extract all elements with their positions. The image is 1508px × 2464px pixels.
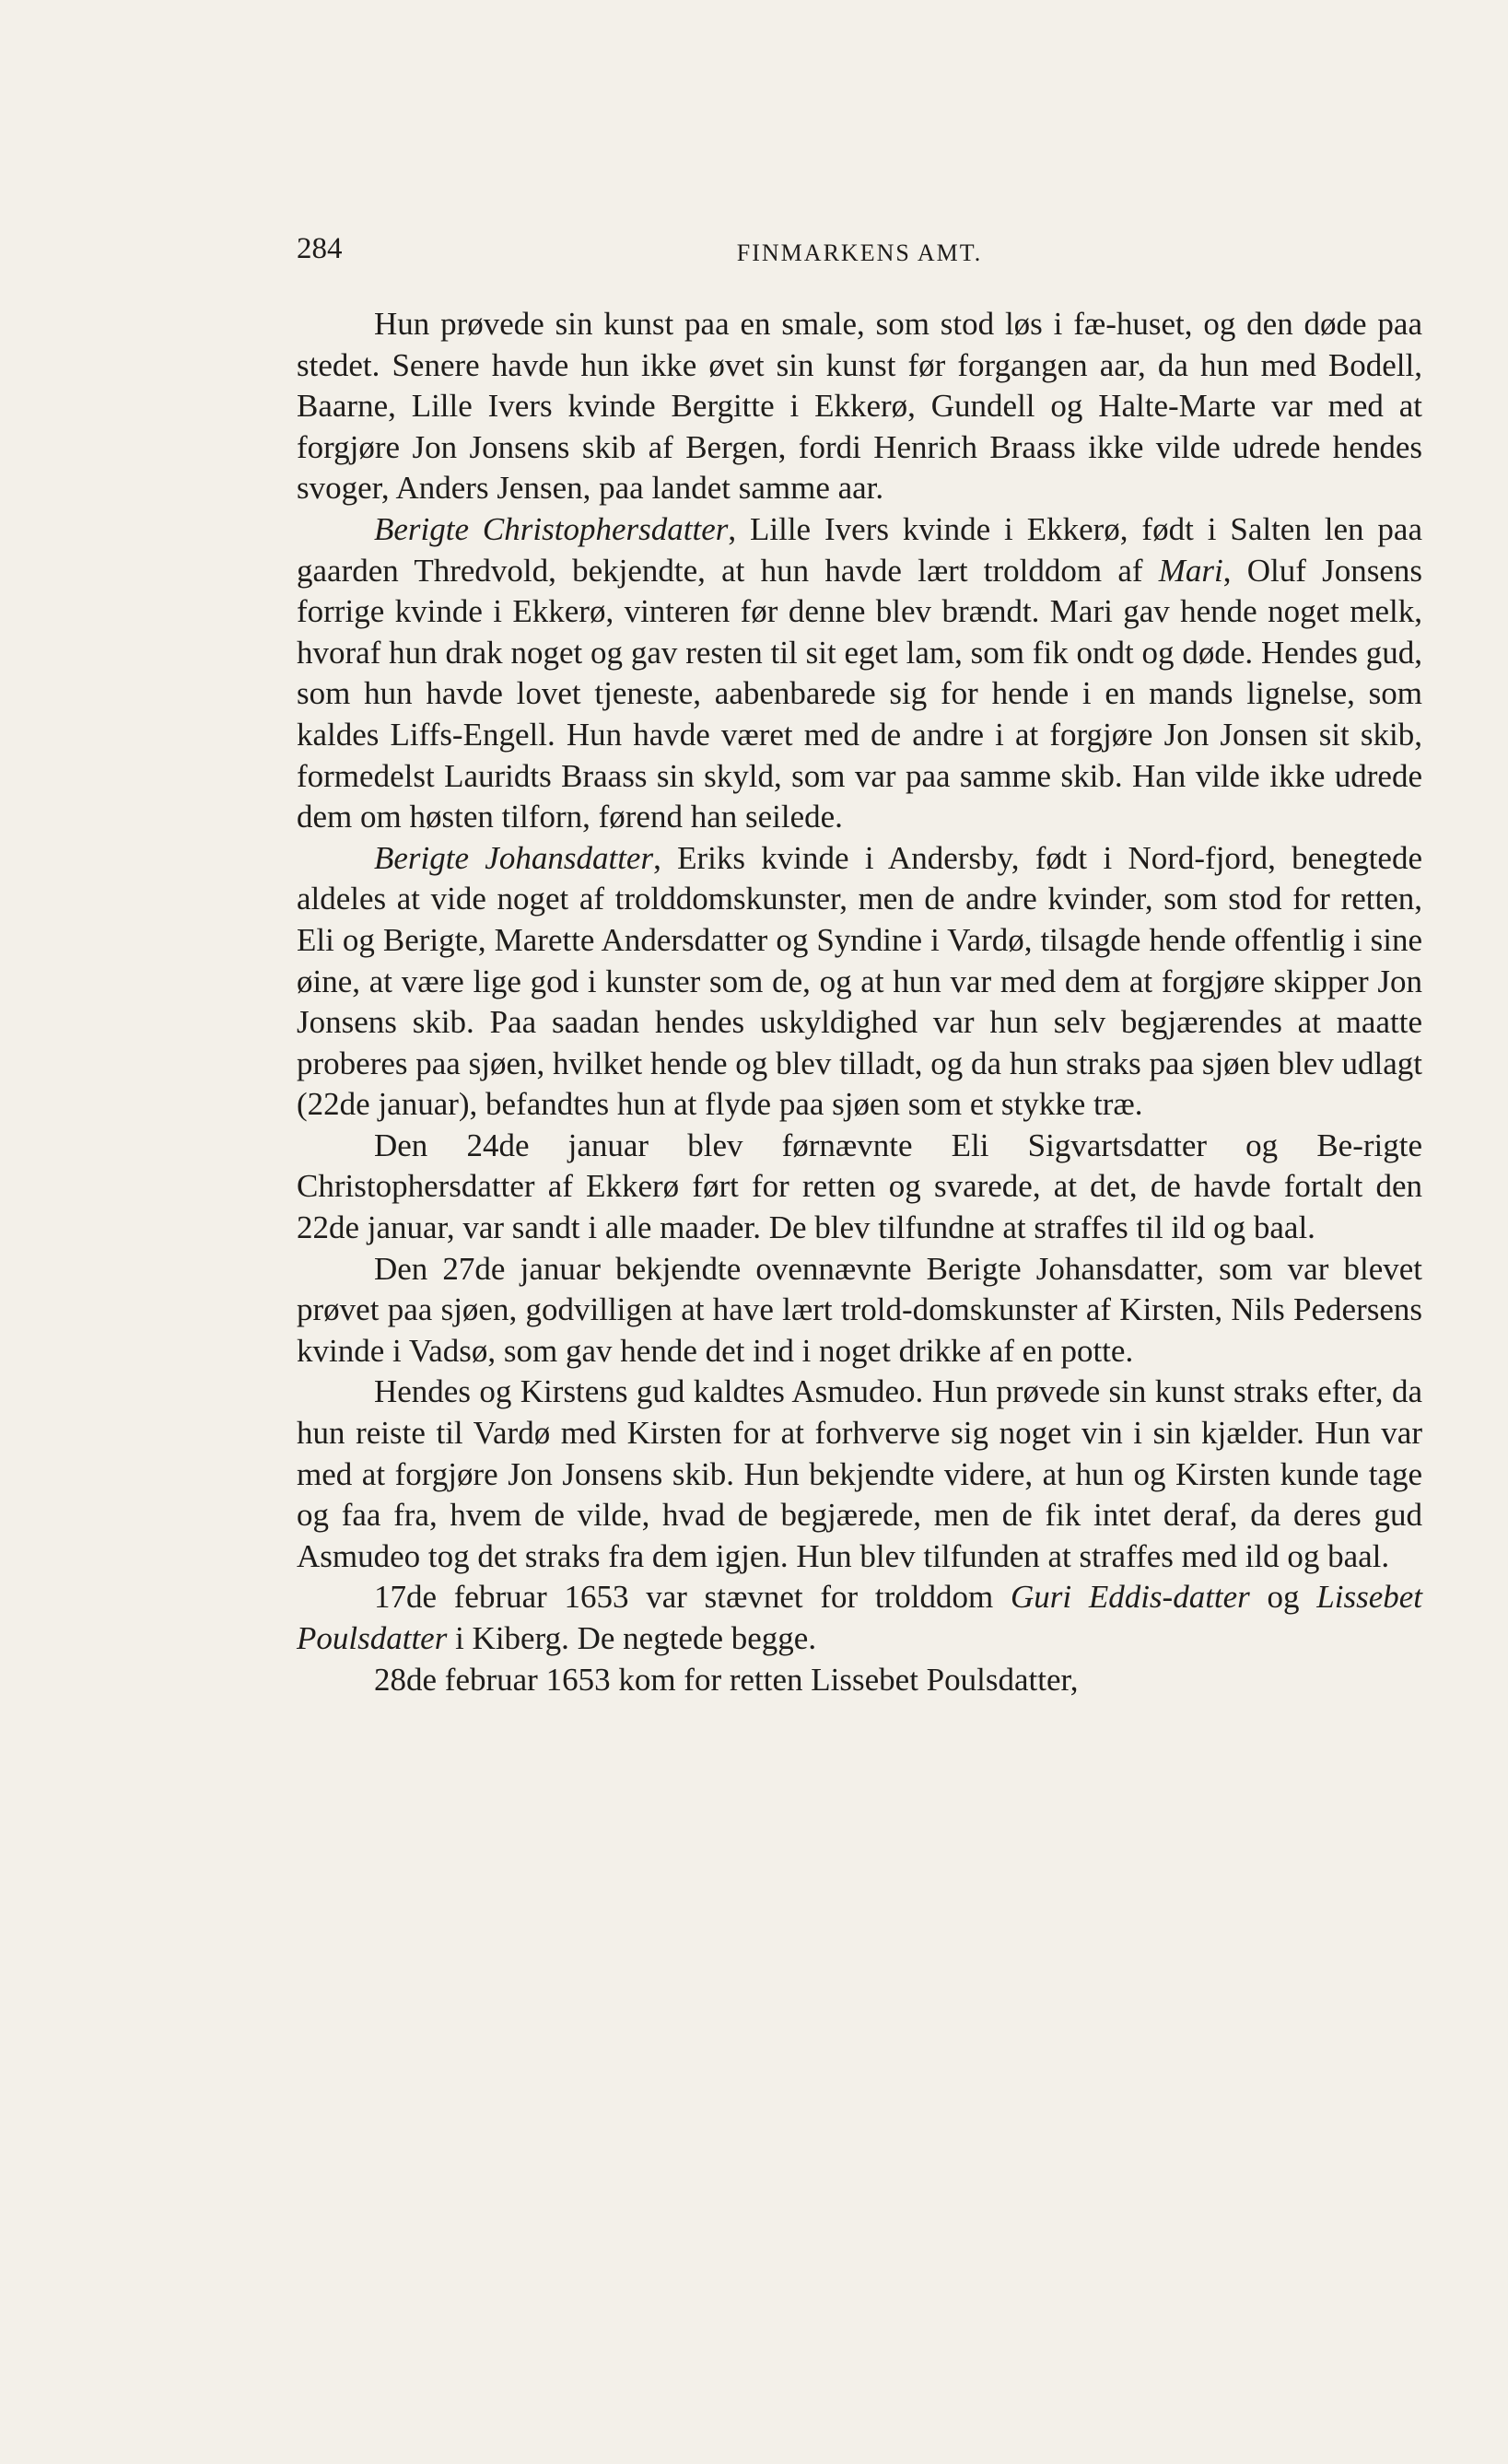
italic-name: Guri Eddis-datter [1010,1579,1250,1616]
running-head: FINMARKENS AMT. [736,239,983,266]
paragraph [297,1372,1422,1577]
text-run: Den 24de januar blev førnævnte Eli Sigvartsdatter og Be-rigte Christophersdatter af Ekkerø ført for retten og svarede, at det, de havde fortalt den 22de januar, var sandt i alle maader. De blev tilfundne at straffes til ild og baal. [297,1127,1422,1246]
italic-name: Lissebet Poulsdatter [297,1579,1423,1656]
paragraph [297,1660,1422,1701]
paragraph [297,1577,1422,1659]
italic-name: Mari [1158,552,1223,589]
page-header [297,214,1422,269]
page-number: 284 [297,232,343,265]
text-run: , Oluf Jonsens forrige kvinde i Ekkerø, vinteren før denne blev brændt. Mari gav hende noget melk, hvoraf hun drak noget og gav resten til sit eget lam, som fik ondt og døde. Hendes gud, som hun havde lovet tjeneste, aabenbarede sig for hende i en mands lignelse, som kaldes Liffs-Engell. Hun havde været med de andre i at forgjøre Jon Jonsen sit skib, formedelst Lauridts Braass sin skyld, som var paa samme skib. Han vilde ikke udrede dem om høsten tilforn, førend han seilede. [297,552,1422,835]
text-run: , Lille Ivers kvinde i Ekkerø, født i Salten len paa gaarden Thredvold, bekjendte, at hun havde lært trolddom af [297,510,1422,589]
text-run: 28de februar 1653 kom for retten Lissebet Poulsdatter, [374,1661,1079,1698]
text-run: 17de februar 1653 var stævnet for trolddom [374,1579,1011,1616]
paragraph [297,838,1422,1126]
text-run: Hendes og Kirstens gud kaldtes Asmudeo. Hun prøvede sin kunst straks efter, da hun reiste til Vardø med Kirsten for at forhverve sig noget vin i sin kjælder. Hun var med at forgjøre Jon Jonsens skib. Hun bekjendte videre, at hun og Kirsten kunde tage og faa fra, hvem de vilde, hvad de begjærede, men de fik intet deraf, da deres gud Asmudeo tog det straks fra dem igjen. Hun blev tilfunden at straffes med ild og baal. [297,1373,1422,1574]
paragraph [297,1126,1422,1249]
text-run: Hun prøvede sin kunst paa en smale, som stod løs i fæ-huset, og den døde paa stedet. Senere havde hun ikke øvet sin kunst før forgangen aar, da hun med Bodell, Baarne, Lille Ivers kvinde Bergitte i Ekkerø, Gundell og Halte-Marte var med at forgjøre Jon Jonsens skib af Bergen, fordi Henrich Braass ikke vilde udrede hendes svoger, Anders Jensen, paa landet samme aar. [297,306,1422,507]
text-run: , Eriks kvinde i Andersby, født i Nord-fjord, benegtede aldeles at vide noget af trolddomskunster, men de andre kvinder, som stod for retten, Eli og Berigte, Marette Andersdatter og Syndine i Vardø, tilsagde hende offentlig i sine øine, at være lige god i kunster som de, og at hun var med dem at forgjøre skipper Jon Jonsens skib. Paa saadan hendes uskyldighed var hun selv begjærendes at maatte proberes paa sjøen, hvilket hende og blev tilladt, og da hun straks paa sjøen blev udlagt (22de januar), befandtes hun at flyde paa sjøen som et stykke træ. [297,839,1422,1123]
text-run: og [1249,1579,1317,1616]
text-run: i Kiberg. De negtede begge. [447,1620,817,1656]
body-text [297,304,1422,1700]
italic-name: Berigte Johansdatter [374,839,654,876]
italic-name: Berigte Christophersdatter [374,510,729,547]
paragraph [297,1249,1422,1372]
paragraph [297,509,1422,838]
text-run: Den 27de januar bekjendte ovennævnte Berigte Johansdatter, som var blevet prøvet paa sjøen, godvilligen at have lært trold-domskunster af Kirsten, Nils Pedersens kvinde i Vadsø, som gav hende det ind i noget drikke af en potte. [297,1250,1422,1369]
book-page [297,214,1422,1700]
paragraph [297,304,1422,509]
